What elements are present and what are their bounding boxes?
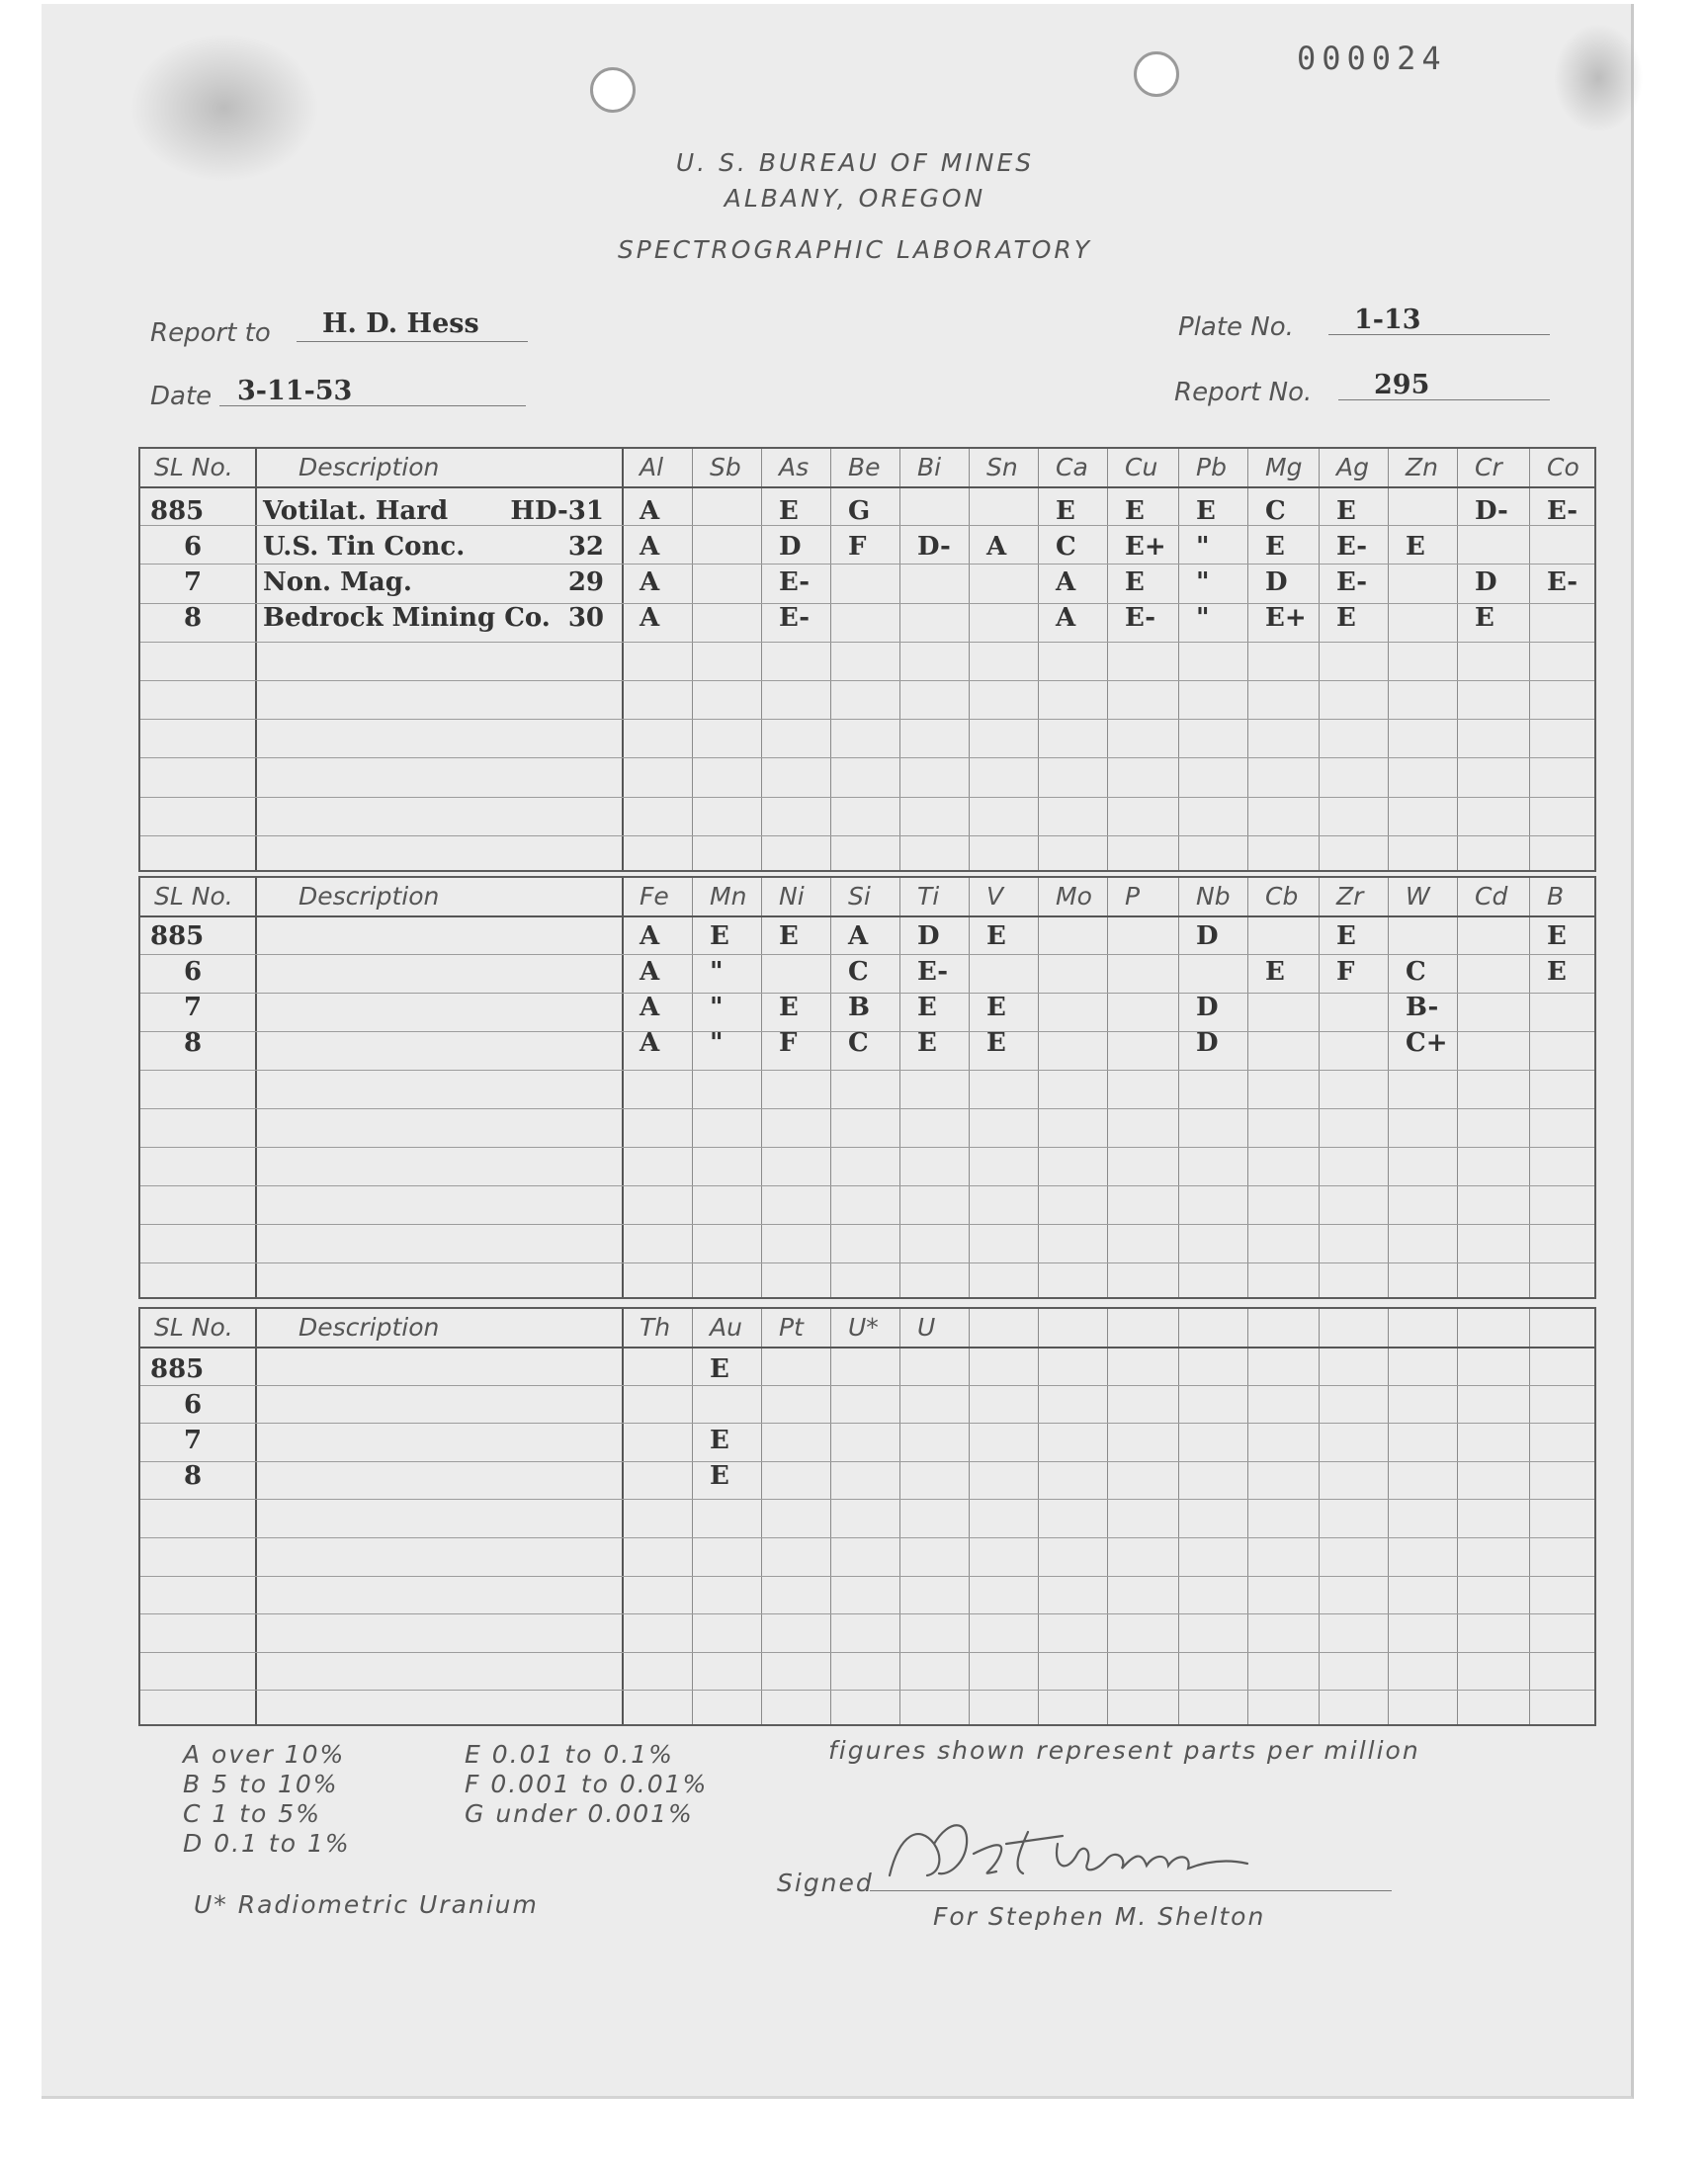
row-divider (140, 1652, 1594, 1653)
element-header-fe: Fe (640, 882, 669, 911)
element-value: " (710, 957, 724, 987)
row-divider (140, 1262, 1594, 1263)
report-no-underline (1338, 399, 1550, 400)
plate-label: Plate No. (1178, 312, 1294, 342)
element-header-v: V (986, 882, 1004, 911)
column-divider (969, 449, 970, 870)
scan-smudge (1554, 24, 1643, 132)
header-divider (140, 915, 1594, 917)
legend-e: E 0.01 to 0.1% (465, 1740, 674, 1769)
row-divider (140, 1499, 1594, 1500)
element-header-cd: Cd (1475, 882, 1508, 911)
element-header-cu: Cu (1125, 453, 1158, 481)
element-value: E (1125, 567, 1145, 597)
header-agency: U. S. BUREAU OF MINES (675, 148, 1035, 177)
element-header-bi: Bi (917, 453, 942, 481)
element-header-al: Al (640, 453, 664, 481)
punch-hole (590, 67, 636, 113)
element-header-pt: Pt (779, 1313, 804, 1342)
element-value: E (779, 921, 799, 951)
element-value: E- (779, 603, 811, 633)
sl-number: 6 (184, 1390, 203, 1420)
column-divider (830, 878, 831, 1297)
row-divider (140, 1690, 1594, 1691)
row-divider (140, 1461, 1594, 1462)
element-value: D- (1475, 496, 1508, 526)
row-divider (140, 680, 1594, 681)
element-value: E (710, 921, 729, 951)
element-value: G (848, 496, 871, 526)
column-divider (899, 449, 900, 870)
element-value: " (1196, 532, 1210, 562)
element-value: " (710, 1028, 724, 1058)
element-value: C (1265, 496, 1286, 526)
legend-d: D 0.1 to 1% (183, 1829, 351, 1858)
date-label: Date (150, 382, 213, 411)
column-divider (1388, 1309, 1389, 1724)
report-no-value: 295 (1374, 370, 1430, 400)
ppm-note: figures shown represent parts per million (828, 1736, 1420, 1765)
column-divider (1038, 878, 1039, 1297)
element-value: F (779, 1028, 798, 1058)
sample-code: 30 (567, 603, 604, 633)
column-divider (1457, 1309, 1458, 1724)
row-divider (140, 757, 1594, 758)
element-value: A (640, 532, 660, 562)
element-value: E (710, 1426, 729, 1455)
element-value: A (1056, 567, 1076, 597)
column-divider (969, 1309, 970, 1724)
column-divider (1529, 878, 1530, 1297)
column-divider (1457, 449, 1458, 870)
column-divider (1388, 878, 1389, 1297)
column-divider (1107, 878, 1108, 1297)
element-value: E (917, 1028, 937, 1058)
sample-code: HD-31 (510, 496, 604, 526)
element-header-ca: Ca (1056, 453, 1088, 481)
header-divider (140, 1347, 1594, 1348)
column-divider (1178, 1309, 1179, 1724)
sample-code: 29 (567, 567, 604, 597)
element-value: C (1406, 957, 1426, 987)
date-underline (219, 405, 526, 406)
legend-g: G under 0.001% (465, 1799, 694, 1828)
sample-description: Votilat. Hard (263, 496, 449, 526)
element-value: E (986, 921, 1006, 951)
plate-value: 1-13 (1354, 304, 1421, 335)
row-divider (140, 1147, 1594, 1148)
element-value: E (779, 993, 799, 1022)
column-divider (1319, 1309, 1320, 1724)
column-divider (1038, 1309, 1039, 1724)
element-header-ni: Ni (779, 882, 805, 911)
row-divider (140, 1185, 1594, 1186)
element-value: A (640, 921, 660, 951)
element-value: D (1196, 1028, 1219, 1058)
element-value: C (848, 1028, 869, 1058)
legend-c: C 1 to 5% (183, 1799, 321, 1828)
element-header-sb: Sb (710, 453, 741, 481)
element-value: E (1265, 957, 1285, 987)
legend-f: F 0.001 to 0.01% (465, 1770, 709, 1798)
element-value: E (1336, 603, 1356, 633)
row-divider (140, 1613, 1594, 1614)
header-location: ALBANY, OREGON (724, 184, 986, 213)
element-value: E- (1336, 532, 1368, 562)
column-divider (1107, 1309, 1108, 1724)
element-header-mn: Mn (710, 882, 747, 911)
legend-b: B 5 to 10% (183, 1770, 339, 1798)
element-value: " (710, 993, 724, 1022)
row-divider (140, 1070, 1594, 1071)
report-to-underline (297, 341, 528, 342)
column-divider (622, 878, 624, 1297)
sl-no-header: SL No. (154, 453, 233, 481)
analysis-table-3 (138, 1307, 1596, 1726)
header-divider (140, 486, 1594, 488)
column-divider (255, 449, 257, 870)
element-value: E- (1336, 567, 1368, 597)
element-value: E- (917, 957, 949, 987)
element-header-sn: Sn (986, 453, 1018, 481)
element-header-au: Au (710, 1313, 742, 1342)
plate-underline (1328, 334, 1550, 335)
column-divider (1529, 449, 1530, 870)
report-to-value: H. D. Hess (322, 308, 479, 339)
element-header-be: Be (848, 453, 881, 481)
punch-hole (1134, 51, 1179, 97)
date-value: 3-11-53 (237, 376, 353, 406)
sl-number: 7 (184, 993, 203, 1022)
element-value: E- (1547, 496, 1579, 526)
sample-description: Non. Mag. (263, 567, 412, 597)
report-no-label: Report No. (1174, 378, 1313, 407)
signed-label: Signed (777, 1869, 874, 1897)
element-value: " (1196, 567, 1210, 597)
element-value: D (1265, 567, 1288, 597)
element-value: E (1475, 603, 1494, 633)
element-header-ti: Ti (917, 882, 940, 911)
column-divider (1178, 878, 1179, 1297)
column-divider (1038, 449, 1039, 870)
sl-number: 885 (150, 1354, 205, 1384)
row-divider (140, 1385, 1594, 1386)
sl-number: 7 (184, 1426, 203, 1455)
legend-a: A over 10% (183, 1740, 346, 1769)
row-divider (140, 1224, 1594, 1225)
column-divider (255, 878, 257, 1297)
header-lab: SPECTROGRAPHIC LABORATORY (617, 235, 1093, 264)
sl-number: 8 (184, 603, 203, 633)
element-value: A (640, 1028, 660, 1058)
element-value: E+ (1265, 603, 1307, 633)
row-divider (140, 1108, 1594, 1109)
column-divider (1247, 878, 1248, 1297)
element-value: D (1196, 921, 1219, 951)
row-divider (140, 835, 1594, 836)
element-value: F (848, 532, 867, 562)
element-value: D (1475, 567, 1497, 597)
column-divider (830, 449, 831, 870)
element-value: C (1056, 532, 1076, 562)
element-header-zn: Zn (1406, 453, 1438, 481)
element-value: E (986, 1028, 1006, 1058)
element-value: E (1547, 957, 1567, 987)
element-value: F (1336, 957, 1355, 987)
column-divider (761, 878, 762, 1297)
element-value: E (1196, 496, 1216, 526)
element-value: E+ (1125, 532, 1166, 562)
element-header-si: Si (848, 882, 871, 911)
handwritten-signature (880, 1814, 1334, 1893)
element-header-pb: Pb (1196, 453, 1227, 481)
element-value: A (640, 993, 660, 1022)
analysis-table-1 (138, 447, 1596, 872)
sl-number: 7 (184, 567, 203, 597)
element-value: E (1125, 496, 1145, 526)
element-value: C (848, 957, 869, 987)
element-value: A (640, 957, 660, 987)
column-divider (1319, 878, 1320, 1297)
element-value: E (1056, 496, 1075, 526)
column-divider (692, 1309, 693, 1724)
element-value: E (917, 993, 937, 1022)
element-value: B- (1406, 993, 1439, 1022)
sample-description: U.S. Tin Conc. (263, 532, 466, 562)
column-divider (761, 1309, 762, 1724)
element-value: E (986, 993, 1006, 1022)
sl-no-header: SL No. (154, 882, 233, 911)
element-value: E (779, 496, 799, 526)
row-divider (140, 564, 1594, 565)
column-divider (1178, 449, 1179, 870)
element-value: A (640, 603, 660, 633)
element-header-nb: Nb (1196, 882, 1231, 911)
element-header-ag: Ag (1336, 453, 1369, 481)
row-divider (140, 1423, 1594, 1424)
element-header-mg: Mg (1265, 453, 1303, 481)
column-divider (761, 449, 762, 870)
element-header-as: As (779, 453, 810, 481)
element-value: A (848, 921, 869, 951)
element-value: E (1547, 921, 1567, 951)
element-value: A (986, 532, 1007, 562)
column-divider (899, 878, 900, 1297)
element-value: E- (1547, 567, 1579, 597)
column-divider (1457, 878, 1458, 1297)
column-divider (692, 878, 693, 1297)
element-value: E (710, 1354, 729, 1384)
element-header-mo: Mo (1056, 882, 1092, 911)
sl-number: 6 (184, 957, 203, 987)
signed-for: For Stephen M. Shelton (933, 1902, 1266, 1931)
row-divider (140, 642, 1594, 643)
element-value: A (640, 496, 660, 526)
element-header-cb: Cb (1265, 882, 1299, 911)
column-divider (1247, 449, 1248, 870)
sl-number: 6 (184, 532, 203, 562)
description-header: Description (299, 882, 440, 911)
column-divider (899, 1309, 900, 1724)
column-divider (1247, 1309, 1248, 1724)
column-divider (1388, 449, 1389, 870)
element-value: D- (917, 532, 951, 562)
element-header-th: Th (640, 1313, 671, 1342)
column-divider (255, 1309, 257, 1724)
scan-smudge (130, 34, 318, 182)
sl-no-header: SL No. (154, 1313, 233, 1342)
sample-code: 32 (567, 532, 604, 562)
element-value: D (917, 921, 940, 951)
element-value: E (1336, 496, 1356, 526)
sample-description: Bedrock Mining Co. (263, 603, 551, 633)
row-divider (140, 954, 1594, 955)
element-value: C+ (1406, 1028, 1448, 1058)
element-value: E (1265, 532, 1285, 562)
element-header-w: W (1406, 882, 1430, 911)
column-divider (1319, 449, 1320, 870)
element-value: E- (779, 567, 811, 597)
element-header-p: P (1125, 882, 1141, 911)
element-value: E- (1125, 603, 1156, 633)
sl-number: 885 (150, 921, 205, 951)
element-value: A (640, 567, 660, 597)
row-divider (140, 719, 1594, 720)
description-header: Description (299, 453, 440, 481)
row-divider (140, 1576, 1594, 1577)
sl-number: 885 (150, 496, 205, 526)
element-header-u: U* (848, 1313, 879, 1342)
element-header-zr: Zr (1336, 882, 1364, 911)
column-divider (830, 1309, 831, 1724)
row-divider (140, 1537, 1594, 1538)
element-header-cr: Cr (1475, 453, 1502, 481)
report-to-label: Report to (150, 318, 271, 348)
sl-number: 8 (184, 1461, 203, 1491)
element-header-b: B (1547, 882, 1565, 911)
row-divider (140, 797, 1594, 798)
column-divider (969, 878, 970, 1297)
sl-number: 8 (184, 1028, 203, 1058)
column-divider (622, 449, 624, 870)
element-value: D (1196, 993, 1219, 1022)
element-value: B (848, 993, 870, 1022)
element-value: E (710, 1461, 729, 1491)
element-header-co: Co (1547, 453, 1580, 481)
column-divider (692, 449, 693, 870)
document-number: 000024 (1297, 40, 1447, 77)
element-value: " (1196, 603, 1210, 633)
analysis-table-2 (138, 876, 1596, 1299)
column-divider (1107, 449, 1108, 870)
element-header-u: U (917, 1313, 936, 1342)
uranium-note: U* Radiometric Uranium (194, 1890, 539, 1919)
column-divider (622, 1309, 624, 1724)
signature-underline (870, 1890, 1392, 1891)
column-divider (1529, 1309, 1530, 1724)
element-value: E (1336, 921, 1356, 951)
element-value: A (1056, 603, 1076, 633)
description-header: Description (299, 1313, 440, 1342)
element-value: E (1406, 532, 1425, 562)
element-value: D (779, 532, 802, 562)
